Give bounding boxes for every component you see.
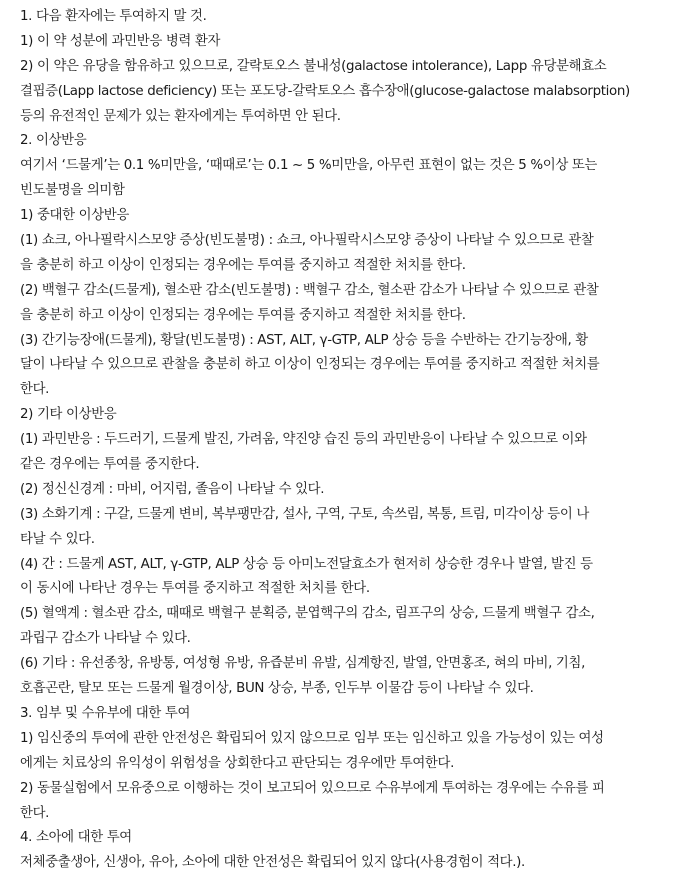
text-line: 저체중출생아, 신생아, 유아, 소아에 대한 안전성은 확립되어 있지 않다(사용경험이 적다.). <box>20 855 525 871</box>
text-line: 에게는 치료상의 유익성이 위험성을 상회한다고 판단되는 경우에만 투여한다. <box>20 755 454 771</box>
text-line: 1) 임신중의 투여에 관한 안전성은 확립되어 있지 않으므로 임부 또는 임신하고 있을 가능성이 있는 여성 <box>20 730 604 746</box>
text-line: 타날 수 있다. <box>20 531 95 547</box>
text-line: (3) 소화기계 : 구갈, 드물게 변비, 복부팽만감, 설사, 구역, 구토, 속쓰림, 복통, 트림, 미각이상 등이 나 <box>20 506 589 522</box>
text-line: 한다. <box>20 382 50 398</box>
text-line: (5) 혈액계 : 혈소판 감소, 때때로 백혈구 분획증, 분엽핵구의 감소, 림프구의 상승, 드물게 백혈구 감소, <box>20 606 595 622</box>
subsection-title: 1) 중대한 이상반응 <box>20 208 129 224</box>
text-line: 2) 동물실험에서 모유중으로 이행하는 것이 보고되어 있으므로 수유부에게 투여하는 경우에는 수유를 피 <box>20 780 605 796</box>
text-line: 과립구 감소가 나타날 수 있다. <box>20 631 191 647</box>
section-title: 4. 소아에 대한 투여 <box>20 830 132 846</box>
text-line: 같은 경우에는 투여를 중지한다. <box>20 457 200 473</box>
section-title: 3. 임부 및 수유부에 대한 투여 <box>20 705 191 721</box>
text-line: 2) 이 약은 유당을 함유하고 있으므로, 갈락토오스 불내성(galactose intolerance), Lapp 유당분해효소 <box>20 58 607 74</box>
text-line: (2) 정신신경계 : 마비, 어지럼, 졸음이 나타날 수 있다. <box>20 481 325 497</box>
text-line: 1) 이 약 성분에 과민반응 병력 환자 <box>20 33 221 49</box>
text-line: 결핍증(Lapp lactose deficiency) 또는 포도당-갈락토오스 흡수장애(glucose-galactose malabsorption) <box>20 83 630 99</box>
text-line: (4) 간 : 드물게 AST, ALT, γ-GTP, ALP 상승 등 아미노전달효소가 현저히 상승한 경우나 발열, 발진 등 <box>20 556 593 572</box>
text-line: 이 동시에 나타난 경우는 투여를 중지하고 적절한 처치를 한다. <box>20 581 370 597</box>
text-line: (1) 쇼크, 아나필락시스모양 증상(빈도불명) : 쇼크, 아나필락시스모양 증상이 나타날 수 있으므로 관찰 <box>20 233 594 249</box>
text-line: (6) 기타 : 유선종창, 유방통, 여성형 유방, 유즙분비 유발, 심계항진, 발열, 안면홍조, 혀의 마비, 기침, <box>20 656 585 672</box>
text-line: 을 충분히 하고 이상이 인정되는 경우에는 투여를 중지하고 적절한 처치를 한다. <box>20 257 466 273</box>
section-title: 1. 다음 환자에는 투여하지 말 것. <box>20 9 207 24</box>
section-title: 2. 이상반응 <box>20 133 87 149</box>
text-line: 호흡곤란, 탈모 또는 드물게 월경이상, BUN 상승, 부종, 인두부 이물감 등이 나타날 수 있다. <box>20 681 534 697</box>
text-line: 여기서 ‘드물게’는 0.1 %미만을, ‘때때로’는 0.1 ~ 5 %미만을, 아무런 표현이 없는 것은 5 %이상 또는 <box>20 158 598 174</box>
subsection-title: 2) 기타 이상반응 <box>20 407 117 423</box>
text-line: 달이 나타날 수 있으므로 관찰을 충분히 하고 이상이 인정되는 경우에는 투여를 중지하고 적절한 처치를 <box>20 357 600 373</box>
text-line: (3) 간기능장애(드물게), 황달(빈도불명) : AST, ALT, γ-GTP, ALP 상승 등을 수반하는 간기능장애, 황 <box>20 332 588 348</box>
text-line: 한다. <box>20 805 50 821</box>
text-line: (2) 백혈구 감소(드물게), 혈소판 감소(빈도불명) : 백혈구 감소, 혈소판 감소가 나타날 수 있으므로 관찰 <box>20 282 599 298</box>
text-line: (1) 과민반응 : 두드러기, 드물게 발진, 가려움, 약진양 습진 등의 과민반응이 나타날 수 있으므로 이와 <box>20 432 587 448</box>
text-line: 등의 유전적인 문제가 있는 환자에게는 투여하면 안 된다. <box>20 108 341 124</box>
text-line: 빈도불명을 의미함 <box>20 183 125 199</box>
text-line: 을 충분히 하고 이상이 인정되는 경우에는 투여를 중지하고 적절한 처치를 한다. <box>20 307 466 323</box>
